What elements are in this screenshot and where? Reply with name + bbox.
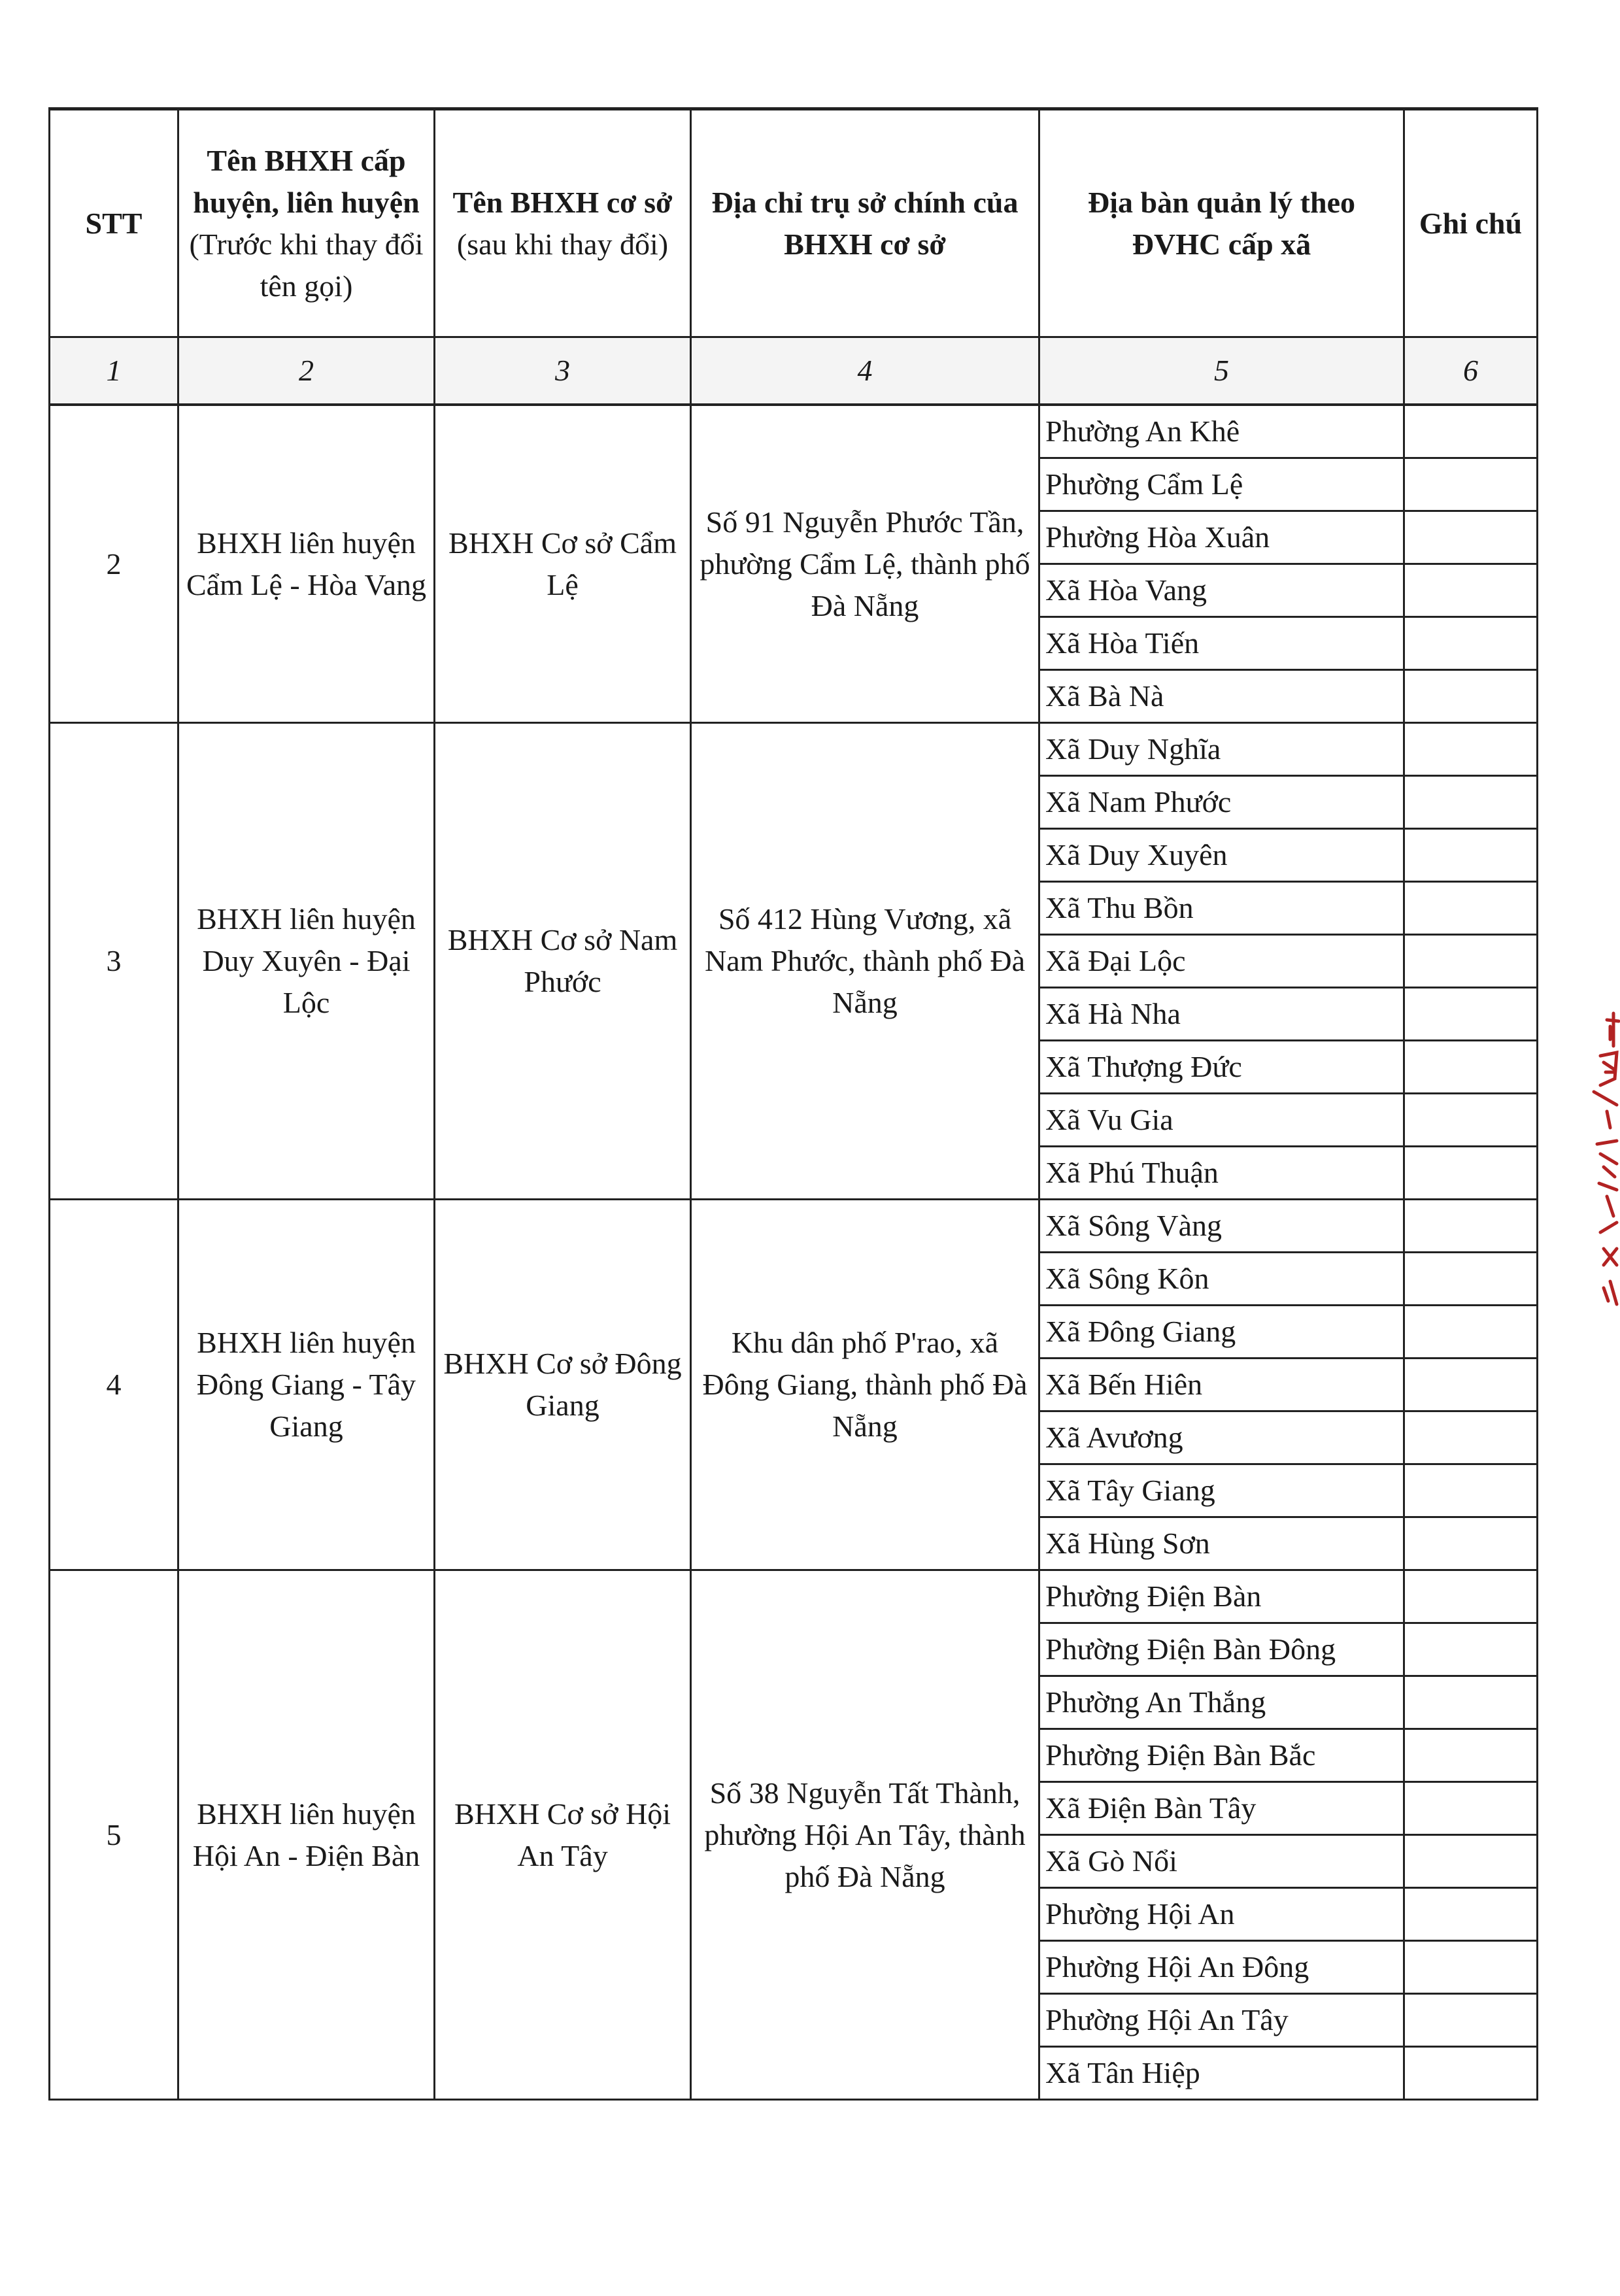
column-number-row (50, 337, 1538, 405)
note-cell (1404, 564, 1538, 617)
commune-cell: Phường Hội An Tây (1039, 1994, 1404, 2047)
note-cell (1404, 988, 1538, 1041)
commune-cell: Xã Gò Nổi (1039, 1835, 1404, 1888)
commune-cell: Xã Vu Gia (1039, 1094, 1404, 1147)
note-cell (1404, 617, 1538, 670)
commune-cell: Phường Điện Bàn Đông (1039, 1623, 1404, 1676)
stt-cell: 3 (50, 723, 178, 1200)
header-new-name-title: Tên BHXH cơ sở (452, 185, 673, 219)
header-new-name-note: (sau khi thay đổi) (456, 227, 669, 261)
note-cell (1404, 1888, 1538, 1941)
note-cell (1404, 1676, 1538, 1729)
note-cell (1404, 882, 1538, 935)
commune-cell: Phường Hòa Xuân (1039, 511, 1404, 564)
note-cell (1404, 405, 1538, 458)
old-agency-name-cell: BHXH liên huyện Duy Xuyên - Đại Lộc (178, 723, 435, 1200)
note-cell (1404, 723, 1538, 776)
note-cell (1404, 1359, 1538, 1411)
commune-cell: Xã Hòa Vang (1039, 564, 1404, 617)
address-cell: Số 91 Nguyễn Phước Tần, phường Cẩm Lệ, thành phố Đà Nẵng (691, 405, 1039, 723)
commune-cell: Phường An Khê (1039, 405, 1404, 458)
note-cell (1404, 1464, 1538, 1517)
column-number: 3 (435, 337, 691, 405)
commune-cell: Xã Tân Hiệp (1039, 2047, 1404, 2100)
note-cell (1404, 1411, 1538, 1464)
note-cell (1404, 1729, 1538, 1782)
commune-cell: Phường Cẩm Lệ (1039, 458, 1404, 511)
commune-cell: Xã Duy Xuyên (1039, 829, 1404, 882)
commune-cell: Phường Hội An (1039, 1888, 1404, 1941)
commune-cell: Phường Điện Bàn (1039, 1570, 1404, 1623)
commune-cell: Xã Hà Nha (1039, 988, 1404, 1041)
header-address: Địa chỉ trụ sở chính của BHXH cơ sở (691, 109, 1039, 337)
column-number: 6 (1404, 337, 1538, 405)
commune-cell: Xã Điện Bàn Tây (1039, 1782, 1404, 1835)
commune-cell: Xã Đông Giang (1039, 1306, 1404, 1359)
note-cell (1404, 1253, 1538, 1306)
note-cell (1404, 1941, 1538, 1994)
commune-cell: Xã Tây Giang (1039, 1464, 1404, 1517)
commune-cell: Xã Hòa Tiến (1039, 617, 1404, 670)
note-cell (1404, 1517, 1538, 1570)
commune-cell: Xã Thượng Đức (1039, 1041, 1404, 1094)
stt-cell: 4 (50, 1200, 178, 1570)
table-row (50, 405, 1538, 458)
new-agency-name-cell: BHXH Cơ sở Nam Phước (435, 723, 691, 1200)
new-agency-name-cell: BHXH Cơ sở Đông Giang (435, 1200, 691, 1570)
new-agency-name-cell: BHXH Cơ sở Cẩm Lệ (435, 405, 691, 723)
note-cell (1404, 1570, 1538, 1623)
table-row (50, 1570, 1538, 1623)
commune-cell: Xã Sông Kôn (1039, 1253, 1404, 1306)
note-cell (1404, 1041, 1538, 1094)
new-agency-name-cell: BHXH Cơ sở Hội An Tây (435, 1570, 691, 2100)
column-number: 5 (1039, 337, 1404, 405)
header-new-name (435, 109, 691, 337)
commune-cell: Phường Điện Bàn Bắc (1039, 1729, 1404, 1782)
column-number: 1 (50, 337, 178, 405)
note-cell (1404, 670, 1538, 723)
note-cell (1404, 1782, 1538, 1835)
note-cell (1404, 1623, 1538, 1676)
header-old-name-title: Tên BHXH cấp huyện, liên huyện (193, 143, 420, 219)
header-notes: Ghi chú (1404, 109, 1538, 337)
commune-cell: Xã Bến Hiên (1039, 1359, 1404, 1411)
commune-cell: Xã Avương (1039, 1411, 1404, 1464)
commune-cell: Xã Đại Lộc (1039, 935, 1404, 988)
note-cell (1404, 1835, 1538, 1888)
header-row (50, 109, 1538, 337)
note-cell (1404, 1306, 1538, 1359)
commune-cell: Xã Hùng Sơn (1039, 1517, 1404, 1570)
red-seal-stamp-fragment (1581, 1007, 1620, 1308)
table-row (50, 723, 1538, 776)
agency-table (48, 107, 1538, 2101)
column-number: 4 (691, 337, 1039, 405)
note-cell (1404, 458, 1538, 511)
header-old-name-note: (Trước khi thay đổi tên gọi) (189, 227, 424, 303)
note-cell (1404, 1994, 1538, 2047)
table-body (50, 405, 1538, 2100)
address-cell: Khu dân phố P'rao, xã Đông Giang, thành phố Đà Nẵng (691, 1200, 1039, 1570)
note-cell (1404, 1147, 1538, 1200)
header-old-name (178, 109, 435, 337)
stt-cell: 5 (50, 1570, 178, 2100)
commune-cell: Xã Duy Nghĩa (1039, 723, 1404, 776)
commune-cell: Xã Nam Phước (1039, 776, 1404, 829)
note-cell (1404, 1094, 1538, 1147)
stt-cell: 2 (50, 405, 178, 723)
note-cell (1404, 1200, 1538, 1253)
note-cell (1404, 2047, 1538, 2100)
note-cell (1404, 829, 1538, 882)
address-cell: Số 412 Hùng Vương, xã Nam Phước, thành phố Đà Nẵng (691, 723, 1039, 1200)
commune-cell: Xã Bà Nà (1039, 670, 1404, 723)
header-communes: Địa bàn quản lý theo ĐVHC cấp xã (1039, 109, 1404, 337)
commune-cell: Xã Thu Bồn (1039, 882, 1404, 935)
note-cell (1404, 935, 1538, 988)
commune-cell: Xã Phú Thuận (1039, 1147, 1404, 1200)
old-agency-name-cell: BHXH liên huyện Đông Giang - Tây Giang (178, 1200, 435, 1570)
commune-cell: Phường An Thắng (1039, 1676, 1404, 1729)
column-number: 2 (178, 337, 435, 405)
table-row (50, 1200, 1538, 1253)
note-cell (1404, 776, 1538, 829)
old-agency-name-cell: BHXH liên huyện Hội An - Điện Bàn (178, 1570, 435, 2100)
address-cell: Số 38 Nguyễn Tất Thành, phường Hội An Tây, thành phố Đà Nẵng (691, 1570, 1039, 2100)
commune-cell: Phường Hội An Đông (1039, 1941, 1404, 1994)
old-agency-name-cell: BHXH liên huyện Cẩm Lệ - Hòa Vang (178, 405, 435, 723)
note-cell (1404, 511, 1538, 564)
header-stt: STT (50, 109, 178, 337)
commune-cell: Xã Sông Vàng (1039, 1200, 1404, 1253)
